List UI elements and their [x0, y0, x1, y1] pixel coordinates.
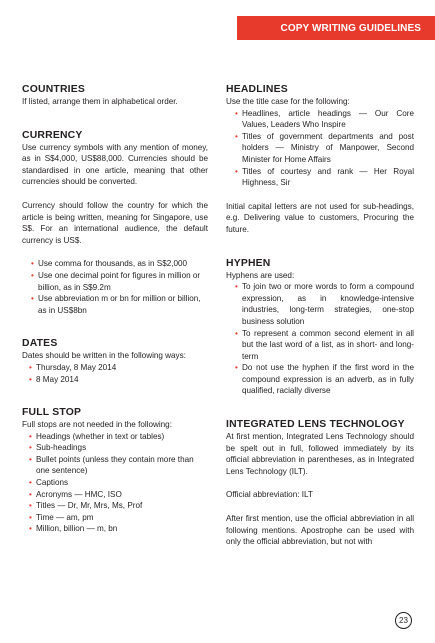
section-integrated-lens-technology — [226, 419, 414, 548]
bullet-list — [226, 108, 414, 189]
body-text: At first mention, Integrated Lens Technology should be spelt out in full, followed immediately by its official abbreviation in parentheses, as in Integrated Lens Technology (ILT). — [226, 432, 414, 476]
section-heading: DATES — [22, 338, 58, 350]
section-currency — [22, 130, 208, 317]
list-item: • 8 May 2014 — [22, 374, 208, 386]
section-dates — [22, 338, 208, 385]
bullet-list — [22, 362, 208, 385]
body-text: If listed, arrange them in alphabetical order. — [22, 97, 178, 106]
list-item: • Time — am, pm — [22, 512, 208, 524]
left-column — [22, 84, 208, 535]
list-item: • Use one decimal point for figures in million or billion, as in S$9.2m — [22, 270, 208, 293]
section-heading: HYPHEN — [226, 257, 271, 269]
section-full-stop — [22, 407, 208, 535]
body-text: Use the title case for the following: — [226, 97, 350, 106]
list-item: • Thursday, 8 May 2014 — [22, 362, 208, 374]
list-item: • Million, billion — m, bn — [22, 523, 208, 535]
section-heading: CURRENCY — [22, 129, 83, 141]
list-item: • To join two or more words to form a compound expression, as in knowledge-intensive industries, long-term strategies, one-stop business solution — [226, 281, 414, 327]
body-text: Official abbreviation: ILT — [226, 490, 313, 500]
list-item: • Sub-headings — [22, 442, 208, 454]
body-text: Use currency symbols with any mention of money, as in S$4,000, US$88,000. Currencies should be standardised in one article, meaning that other currencies should be converted. — [22, 142, 208, 187]
section-heading: FULL STOP — [22, 407, 82, 419]
header-title: COPY WRITING GUIDELINES — [280, 22, 421, 34]
section-heading: COUNTRIES — [22, 84, 85, 95]
body-text: Hyphens are used: — [226, 270, 295, 280]
list-item: • To represent a common second element in all but the last word of a list, as in short- and long-term — [226, 328, 414, 363]
body-text: Initial capital letters are not used for sub-headings, e.g. Delivering value to customers, Procuring the future. — [226, 201, 414, 234]
right-column — [226, 84, 414, 548]
section-heading: INTEGRATED LENS TECHNOLOGY — [226, 419, 405, 431]
list-item: • Titles — Dr, Mr, Mrs, Ms, Prof — [22, 500, 208, 512]
list-item: • Use abbreviation m or bn for million or billion, as in US$8bn — [22, 293, 208, 316]
header-banner — [237, 16, 435, 40]
body-text: After first mention, use the official abbreviation in all following mentions. Apostrophe can be used with only the official abbreviation, but not with — [226, 514, 414, 547]
list-item: • Bullet points (unless they contain more than one sentence) — [22, 454, 208, 477]
page-number — [395, 612, 412, 629]
section-hyphen — [226, 258, 414, 398]
body-text: Currency should follow the country for which the article is being written, meaning for Singapore, use S$. For an international audience, the default currency is US$. — [22, 200, 208, 245]
list-item: • Headlines, article headings — Our Core Values, Leaders Who Inspire — [226, 108, 414, 131]
list-item: • Titles of courtesy and rank — Her Royal Highness, Sir — [226, 166, 414, 189]
list-item: • Captions — [22, 477, 208, 489]
list-item: • Do not use the hyphen if the first word in the compound expression is an adverb, as in fully qualified, racially diverse — [226, 362, 414, 397]
bullet-list — [22, 431, 208, 535]
section-heading: HEADLINES — [226, 84, 288, 95]
section-countries — [22, 84, 208, 108]
body-text: Dates should be written in the following ways: — [22, 351, 186, 361]
list-item: • Acronyms — HMC, ISO — [22, 489, 208, 501]
bullet-list — [226, 281, 414, 397]
bullet-list — [22, 258, 208, 316]
list-item: • Use comma for thousands, as in S$2,000 — [22, 258, 208, 270]
section-headlines — [226, 84, 414, 236]
page-number-text: 23 — [399, 616, 408, 625]
list-item: • Headings (whether in text or tables) — [22, 431, 208, 443]
list-item: • Titles of government departments and post holders — Ministry of Manpower, Second Minister for Home Affairs — [226, 131, 414, 166]
body-text: Full stops are not needed in the following: — [22, 420, 172, 430]
